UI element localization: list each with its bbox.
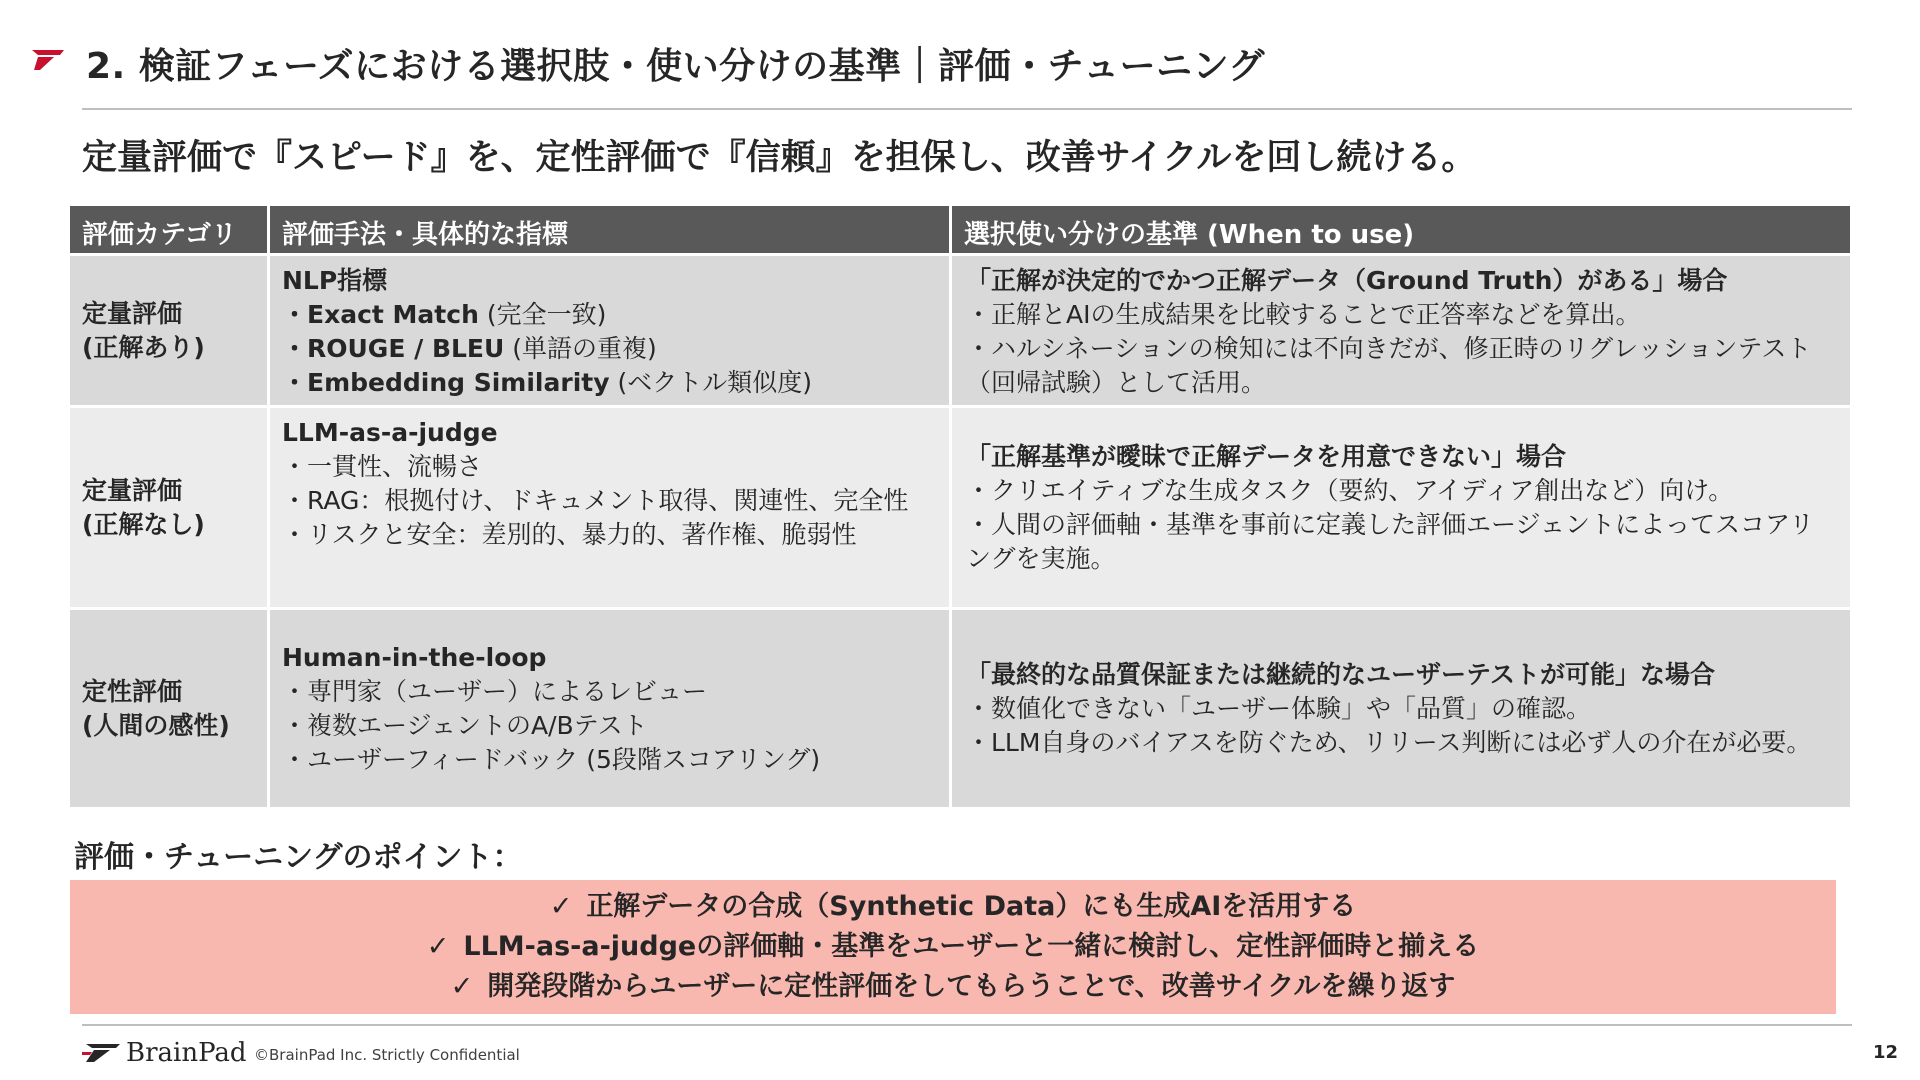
header-category: 評価カテゴリ (70, 206, 270, 256)
point-item: ✓ 正解データの合成（Synthetic Data）にも生成AIを活用する (549, 891, 1357, 922)
footer-logo (82, 1038, 247, 1068)
check-icon: ✓ (426, 931, 450, 962)
category-label: 定性評価 (82, 676, 183, 706)
check-icon: ✓ (450, 971, 474, 1002)
evaluation-table (70, 206, 1850, 810)
criteria-title: 「正解が決定的でかつ正解データ（Ground Truth）がある」場合 (966, 266, 1728, 295)
point-item: ✓ 開発段階からユーザーに定性評価をしてもらうことで、改善サイクルを繰り返す (450, 971, 1456, 1002)
points-title: 評価・チューニングのポイント： (74, 840, 523, 875)
title-divider (82, 108, 1852, 110)
header-method: 評価手法・具体的な指標 (270, 206, 952, 256)
point-item: ✓ LLM-as-a-judgeの評価軸・基準をユーザーと一緒に検討し、定性評価時と揃える (426, 931, 1480, 962)
category-cell (70, 610, 270, 810)
criteria-item: ・クリエイティブな生成タスク（要約、アイディア創出など）向け。 (966, 475, 1734, 505)
category-label: 定量評価 (82, 298, 183, 328)
method-cell (270, 408, 952, 610)
criteria-item: ・ハルシネーションの検知には不向きだが、修正時のリグレッションテスト（回帰試験）として活用。 (966, 334, 1812, 397)
category-sublabel: (正解あり) (82, 332, 205, 362)
method-title: LLM-as-a-judge (282, 418, 498, 447)
method-item: ・ユーザーフィードバック (5段階スコアリング) (282, 744, 821, 774)
method-item: ・Embedding Similarity (ベクトル類似度) (282, 368, 812, 397)
table-header-row (70, 206, 1850, 256)
criteria-item: ・人間の評価軸・基準を事前に定義した評価エージェントによってスコアリングを実施。 (966, 509, 1815, 573)
method-item: ・一貫性、流暢さ (282, 452, 483, 481)
criteria-cell (952, 256, 1850, 408)
criteria-item: ・正解とAIの生成結果を比較することで正答率などを算出。 (966, 300, 1641, 329)
criteria-item: ・数値化できない「ユーザー体験」や「品質」の確認。 (966, 693, 1592, 723)
method-cell (270, 256, 952, 408)
criteria-cell (952, 610, 1850, 810)
copyright: ©BrainPad Inc. Strictly Confidential (254, 1046, 520, 1064)
criteria-title: 「最終的な品質保証または継続的なユーザーテストが可能」な場合 (966, 659, 1716, 689)
page-subtitle: 定量評価で『スピード』を、定性評価で『信頼』を担保し、改善サイクルを回し続ける。 (82, 138, 1477, 178)
method-cell (270, 610, 952, 810)
method-item: ・リスクと安全：差別的、暴力的、著作権、脆弱性 (282, 520, 857, 549)
category-sublabel: (正解なし) (82, 509, 205, 539)
method-item: ・ROUGE / BLEU (単語の重複) (282, 334, 657, 363)
method-item: ・複数エージェントのA/Bテスト (282, 710, 648, 740)
header-criteria: 選択使い分けの基準 (When to use) (952, 206, 1850, 256)
criteria-title: 「正解基準が曖昧で正解データを用意できない」場合 (966, 441, 1567, 471)
points-box (70, 880, 1836, 1014)
method-item: ・RAG：根拠付け、ドキュメント取得、関連性、完全性 (282, 486, 909, 515)
check-icon: ✓ (549, 891, 573, 922)
category-label: 定量評価 (82, 475, 183, 505)
page-number: 12 (1872, 1042, 1898, 1063)
criteria-item: ・LLM自身のバイアスを防ぐため、リリース判断には必ず人の介在が必要。 (966, 727, 1812, 757)
method-item: ・Exact Match (完全一致) (282, 300, 607, 329)
criteria-cell (952, 408, 1850, 610)
brainpad-logo-icon (82, 1042, 122, 1064)
method-title: Human-in-the-loop (282, 642, 547, 672)
category-cell (70, 256, 270, 408)
method-item: ・専門家（ユーザー）によるレビュー (282, 676, 708, 706)
method-title: NLP指標 (282, 266, 388, 295)
table-row (70, 256, 1850, 408)
table-row (70, 408, 1850, 610)
brand-mark-icon (30, 48, 66, 72)
table-row (70, 610, 1850, 810)
footer-divider (82, 1024, 1852, 1026)
page-title: 2. 検証フェーズにおける選択肢・使い分けの基準｜評価・チューニング (86, 46, 1265, 87)
brand-name: BrainPad (126, 1038, 247, 1068)
category-cell (70, 408, 270, 610)
category-sublabel: (人間の感性) (82, 710, 230, 740)
